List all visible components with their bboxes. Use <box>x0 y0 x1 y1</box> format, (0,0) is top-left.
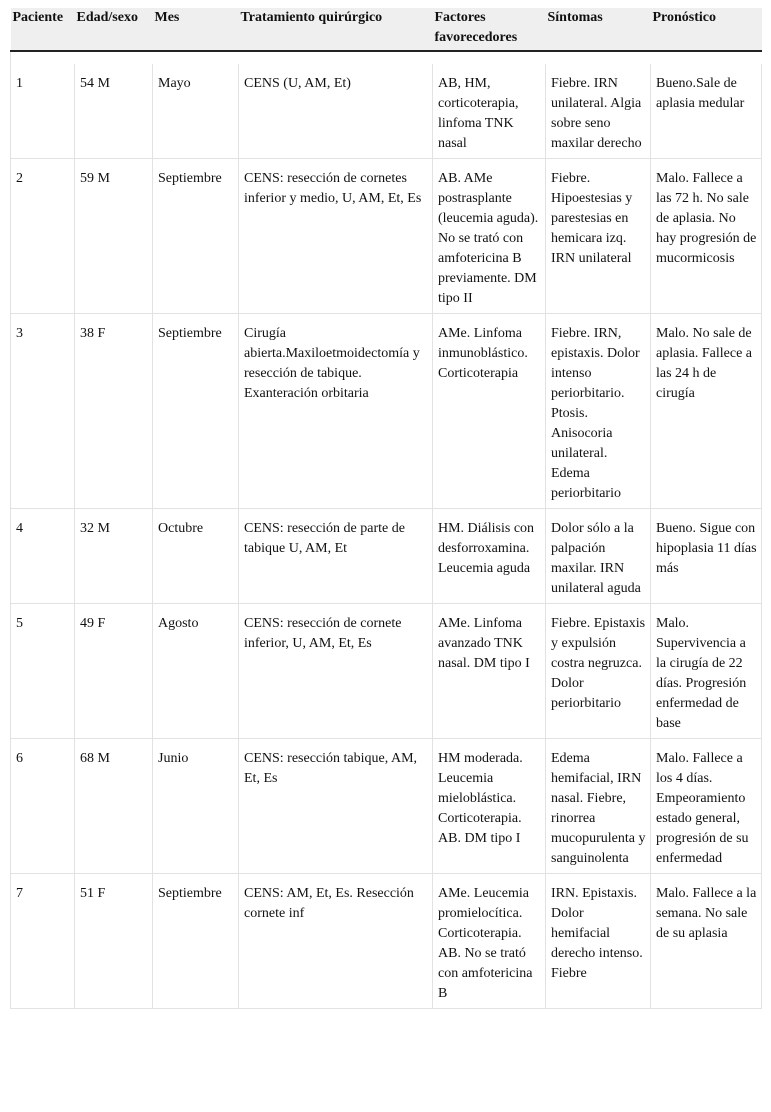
cell-pronostico: Bueno.Sale de aplasia medular <box>651 64 762 159</box>
cell-factores: AMe. Linfoma avanzado TNK nasal. DM tipo I <box>433 604 546 739</box>
cell-factores: AB, HM, corticoterapia, linfoma TNK nasal <box>433 64 546 159</box>
cell-pronostico: Malo. Fallece a los 4 días. Empeoramiento estado general, progresión de su enfermedad <box>651 739 762 874</box>
cell-mes: Junio <box>153 739 239 874</box>
cell-paciente: 5 <box>11 604 75 739</box>
spacer-cell <box>11 51 762 64</box>
cell-mes: Septiembre <box>153 159 239 314</box>
cell-pronostico: Malo. No sale de aplasia. Fallece a las 24 h de cirugía <box>651 314 762 509</box>
cell-mes: Agosto <box>153 604 239 739</box>
cell-edad-sexo: 32 M <box>75 509 153 604</box>
header-row <box>11 8 762 51</box>
table-body <box>11 51 762 1009</box>
patients-table <box>10 8 762 1009</box>
header-paciente: Paciente <box>11 8 75 51</box>
header-edad-sexo: Edad/sexo <box>75 8 153 51</box>
cell-mes: Octubre <box>153 509 239 604</box>
cell-tratamiento: CENS: AM, Et, Es. Resección cornete inf <box>239 874 433 1009</box>
cell-mes: Septiembre <box>153 874 239 1009</box>
table-row <box>11 159 762 314</box>
table-row <box>11 874 762 1009</box>
header-tratamiento: Tratamiento quirúrgico <box>239 8 433 51</box>
cell-factores: AMe. Leucemia promielocítica. Corticoterapia. AB. No se trató con amfotericina B <box>433 874 546 1009</box>
cell-factores: HM. Diálisis con desforroxamina. Leucemia aguda <box>433 509 546 604</box>
cell-factores: AMe. Linfoma inmunoblástico. Corticoterapia <box>433 314 546 509</box>
cell-tratamiento: Cirugía abierta.Maxiloetmoidectomía y resección de tabique. Exanteración orbitaria <box>239 314 433 509</box>
table-row <box>11 64 762 159</box>
cell-mes: Mayo <box>153 64 239 159</box>
cell-edad-sexo: 49 F <box>75 604 153 739</box>
cell-pronostico: Malo. Fallece a las 72 h. No sale de aplasia. No hay progresión de mucormicosis <box>651 159 762 314</box>
table-row <box>11 509 762 604</box>
table-container <box>10 8 761 1009</box>
cell-mes: Septiembre <box>153 314 239 509</box>
cell-sintomas: IRN. Epistaxis. Dolor hemifacial derecho intenso. Fiebre <box>546 874 651 1009</box>
cell-pronostico: Malo. Fallece a la semana. No sale de su aplasia <box>651 874 762 1009</box>
cell-edad-sexo: 38 F <box>75 314 153 509</box>
cell-sintomas: Fiebre. IRN, epistaxis. Dolor intenso periorbitario. Ptosis. Anisocoria unilateral. Edema periorbitario <box>546 314 651 509</box>
cell-tratamiento: CENS: resección tabique, AM, Et, Es <box>239 739 433 874</box>
cell-tratamiento: CENS: resección de parte de tabique U, AM, Et <box>239 509 433 604</box>
cell-factores: AB. AMe postrasplante (leucemia aguda). No se trató con amfotericina B previamente. DM tipo II <box>433 159 546 314</box>
cell-edad-sexo: 59 M <box>75 159 153 314</box>
cell-edad-sexo: 54 M <box>75 64 153 159</box>
cell-tratamiento: CENS (U, AM, Et) <box>239 64 433 159</box>
cell-sintomas: Dolor sólo a la palpación maxilar. IRN unilateral aguda <box>546 509 651 604</box>
table-row <box>11 739 762 874</box>
cell-pronostico: Bueno. Sigue con hipoplasia 11 días más <box>651 509 762 604</box>
header-sintomas: Síntomas <box>546 8 651 51</box>
cell-paciente: 7 <box>11 874 75 1009</box>
cell-paciente: 4 <box>11 509 75 604</box>
header-factores: Factores favorecedores <box>433 8 546 51</box>
header-spacer <box>11 51 762 64</box>
table-row <box>11 604 762 739</box>
cell-sintomas: Fiebre. Epistaxis y expulsión costra negruzca. Dolor periorbitario <box>546 604 651 739</box>
cell-paciente: 6 <box>11 739 75 874</box>
table-row <box>11 314 762 509</box>
cell-pronostico: Malo. Supervivencia a la cirugía de 22 días. Progresión enfermedad de base <box>651 604 762 739</box>
header-mes: Mes <box>153 8 239 51</box>
cell-paciente: 2 <box>11 159 75 314</box>
cell-paciente: 1 <box>11 64 75 159</box>
table-header <box>11 8 762 51</box>
cell-tratamiento: CENS: resección de cornetes inferior y medio, U, AM, Et, Es <box>239 159 433 314</box>
cell-edad-sexo: 68 M <box>75 739 153 874</box>
cell-sintomas: Fiebre. Hipoestesias y parestesias en hemicara izq. IRN unilateral <box>546 159 651 314</box>
cell-edad-sexo: 51 F <box>75 874 153 1009</box>
cell-factores: HM moderada. Leucemia mieloblástica. Corticoterapia. AB. DM tipo I <box>433 739 546 874</box>
cell-tratamiento: CENS: resección de cornete inferior, U, AM, Et, Es <box>239 604 433 739</box>
cell-sintomas: Edema hemifacial, IRN nasal. Fiebre, rinorrea mucopurulenta y sanguinolenta <box>546 739 651 874</box>
cell-sintomas: Fiebre. IRN unilateral. Algia sobre seno maxilar derecho <box>546 64 651 159</box>
header-pronostico: Pronóstico <box>651 8 762 51</box>
cell-paciente: 3 <box>11 314 75 509</box>
